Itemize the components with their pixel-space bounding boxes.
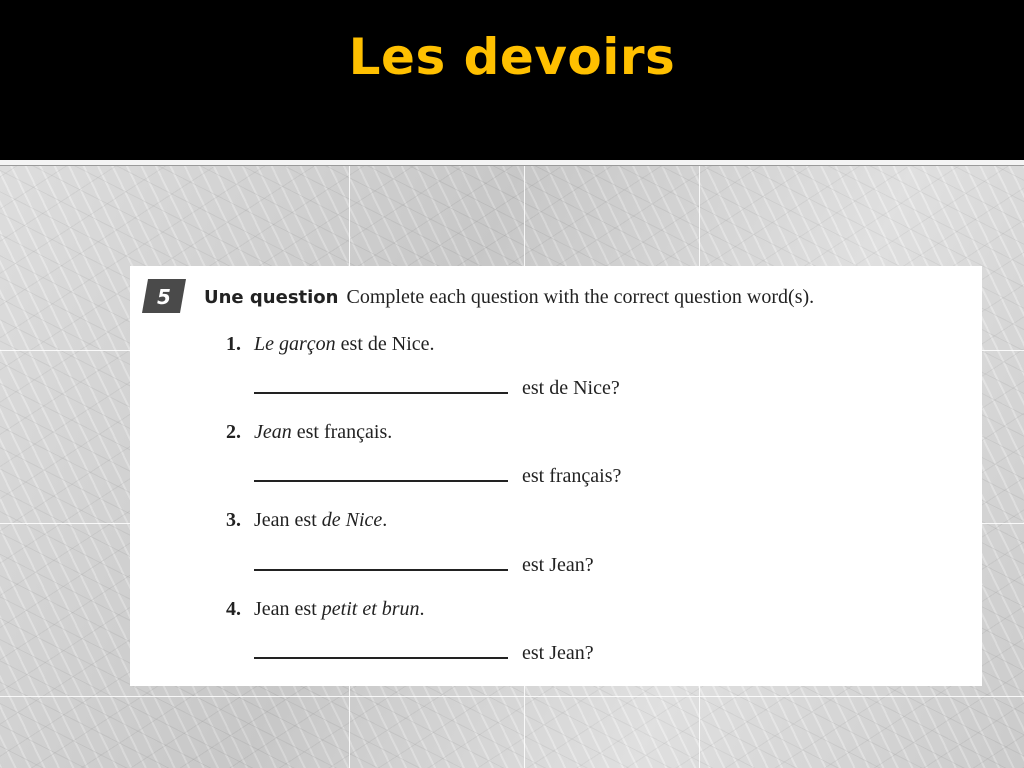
item-number: 1. — [226, 333, 241, 355]
question-item-4 — [226, 598, 425, 621]
answer-blank[interactable] — [254, 656, 508, 659]
item-emphasis: Le garçon — [254, 333, 336, 355]
slide-title: Les devoirs — [348, 28, 676, 86]
answer-blank[interactable] — [254, 391, 508, 394]
answer-blank[interactable] — [254, 479, 508, 482]
item-emphasis: Jean — [254, 421, 292, 443]
item-text: . — [419, 598, 425, 620]
item-number: 4. — [226, 598, 241, 620]
item-text: Jean est — [254, 598, 322, 620]
exercise-title: Une question — [204, 287, 339, 308]
answer-row-1 — [254, 377, 620, 400]
question-item-2 — [226, 421, 392, 444]
exercise-heading — [204, 286, 814, 309]
item-text: est de Nice. — [335, 333, 435, 355]
exercise-number-badge — [142, 279, 186, 313]
answer-suffix: est Jean? — [522, 554, 594, 576]
answer-suffix: est de Nice? — [522, 377, 620, 399]
question-item-3 — [226, 509, 387, 532]
answer-blank[interactable] — [254, 568, 508, 571]
answer-row-3 — [254, 554, 594, 577]
exercise-instruction: Complete each question with the correct question word(s). — [346, 286, 815, 308]
item-emphasis: petit et brun — [321, 598, 420, 620]
question-item-1 — [226, 333, 435, 356]
item-number: 3. — [226, 509, 241, 531]
item-text: Jean est — [254, 509, 322, 531]
answer-suffix: est français? — [522, 465, 622, 487]
tile-grout — [0, 696, 1024, 697]
item-emphasis: de Nice — [321, 509, 383, 531]
item-number: 2. — [226, 421, 241, 443]
item-text: . — [382, 509, 388, 531]
answer-row-4 — [254, 642, 594, 665]
answer-suffix: est Jean? — [522, 642, 594, 664]
answer-row-2 — [254, 465, 621, 488]
exercise-number: 5 — [157, 285, 171, 309]
item-text: est français. — [291, 421, 393, 443]
